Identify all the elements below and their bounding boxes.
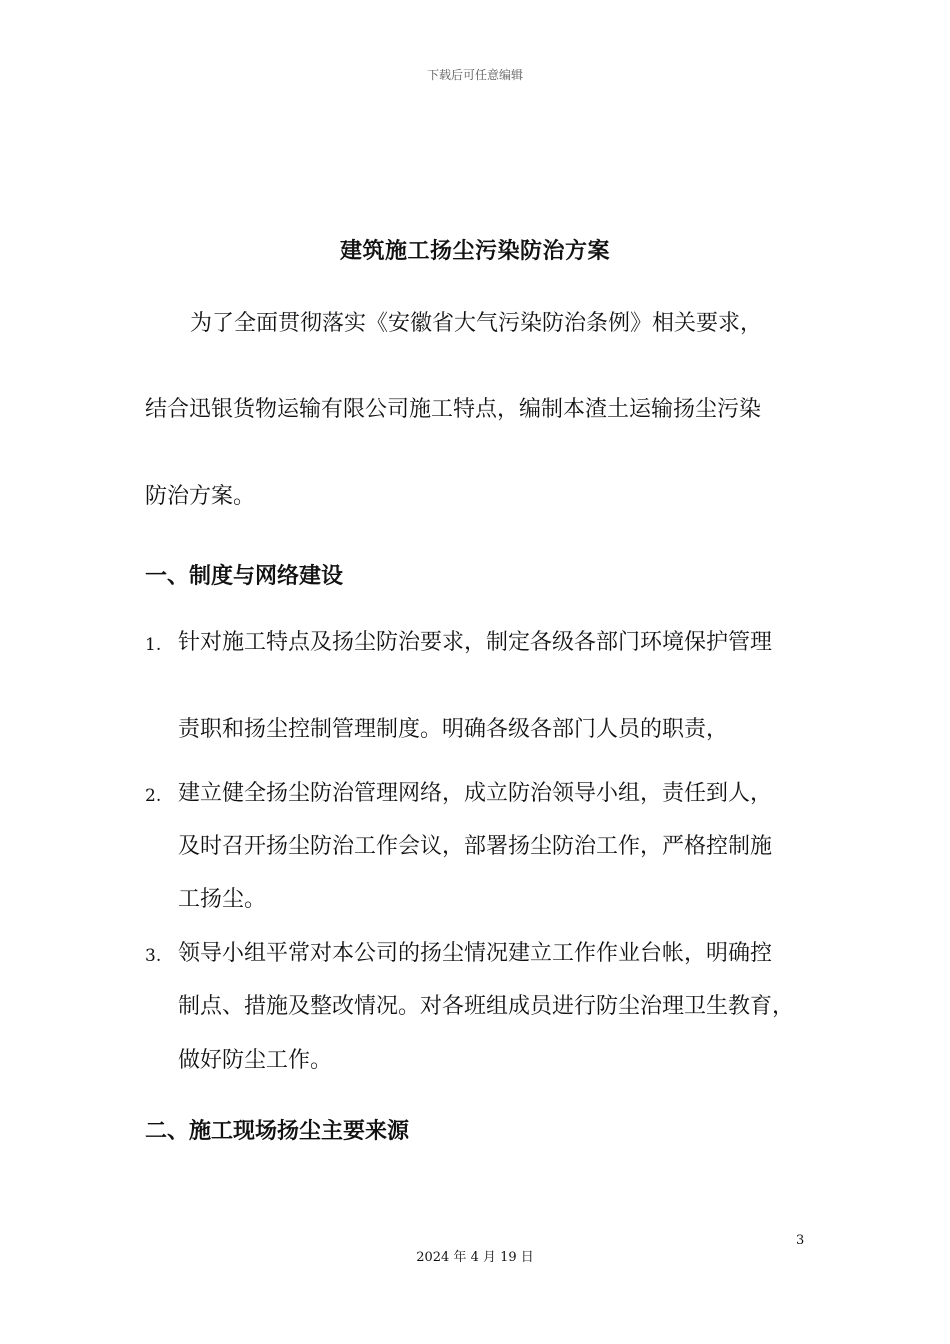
list-item-line: 制点、措施及整改情况。对各班组成员进行防尘治理卫生教育， (178, 994, 795, 1019)
list-number: 1. (145, 635, 162, 655)
page-number: 3 (796, 1233, 805, 1248)
list-item-line: 建立健全扬尘防治管理网络，成立防治领导小组，责任到人， (178, 781, 773, 806)
list-number: 2. (145, 786, 162, 806)
section-heading: 一、制度与网络建设 (145, 564, 344, 589)
footer-date: 2024 年 4 月 19 日 (416, 1250, 534, 1265)
list-item-line: 责职和扬尘控制管理制度。明确各级各部门人员的职责， (178, 717, 729, 742)
list-item-line: 及时召开扬尘防治工作会议，部署扬尘防治工作，严格控制施 (178, 834, 773, 859)
intro-line: 防治方案。 (145, 484, 256, 509)
intro-line: 为了全面贯彻落实《安徽省大气污染防治条例》相关要求， (190, 311, 763, 336)
intro-line: 结合迅银货物运输有限公司施工特点，编制本渣土运输扬尘污染 (145, 397, 762, 422)
section-heading: 二、施工现场扬尘主要来源 (145, 1119, 410, 1144)
list-item-line: 做好防尘工作。 (178, 1048, 333, 1073)
list-number: 3. (145, 946, 162, 966)
list-item-line: 针对施工特点及扬尘防治要求，制定各级各部门环境保护管理 (178, 630, 773, 655)
list-item-line: 领导小组平常对本公司的扬尘情况建立工作作业台帐，明确控 (178, 941, 773, 966)
document-title: 建筑施工扬尘污染防治方案 (339, 239, 610, 264)
list-item-line: 工扬尘。 (178, 887, 267, 912)
header-note: 下载后可任意编辑 (426, 68, 523, 82)
